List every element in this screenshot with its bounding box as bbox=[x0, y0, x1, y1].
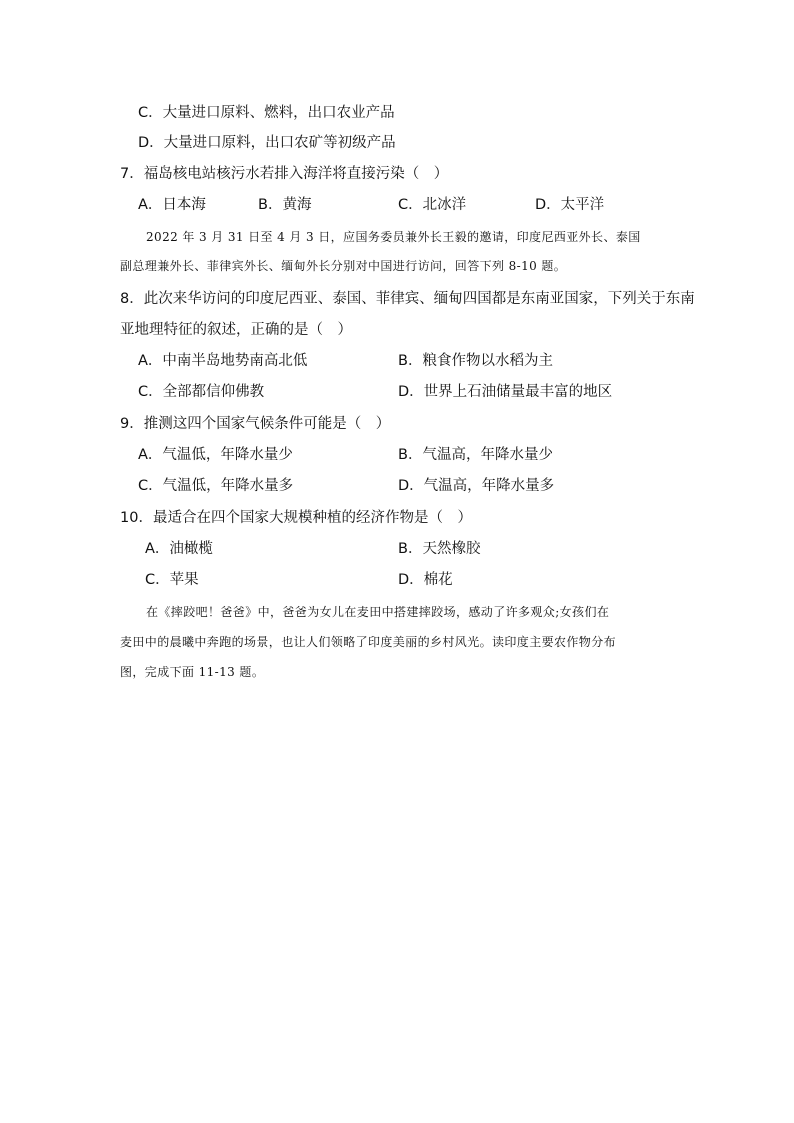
passage2-line3: 图，完成下面 11-13 题。 bbox=[120, 665, 265, 679]
q8-stem-line1: 8．此次来华访问的印度尼西亚、泰国、菲律宾、缅甸四国都是东南亚国家，下列关于东南 bbox=[120, 291, 695, 307]
passage1-line2: 副总理兼外长、菲律宾外长、缅甸外长分别对中国进行访问，回答下列 8-10 题。 bbox=[120, 259, 567, 273]
q7-stem: 7．福岛核电站核污水若排入海洋将直接污染（ ） bbox=[120, 166, 449, 182]
q10-option-d: D．棉花 bbox=[398, 572, 453, 588]
q10-option-b: B．天然橡胶 bbox=[398, 541, 481, 557]
q9-option-b: B．气温高，年降水量少 bbox=[398, 447, 553, 463]
passage2-line2: 麦田中的晨曦中奔跑的场景，也让人们领略了印度美丽的乡村风光。读印度主要农作物分布 bbox=[120, 635, 617, 649]
q7-option-d: D．太平洋 bbox=[535, 197, 605, 213]
q8-option-b: B．粮食作物以水稻为主 bbox=[398, 353, 553, 369]
q7-option-c: C．北冰洋 bbox=[398, 197, 467, 213]
q9-option-c: C．气温低，年降水量多 bbox=[138, 478, 294, 494]
q10-option-c: C．苹果 bbox=[145, 572, 199, 588]
q8-option-a: A．中南半岛地势南高北低 bbox=[138, 353, 308, 369]
q10-stem: 10．最适合在四个国家大规模种植的经济作物是（ ） bbox=[120, 510, 472, 526]
q7-option-a: A．日本海 bbox=[138, 197, 206, 213]
q6-option-d: D．大量进口原料，出口农矿等初级产品 bbox=[138, 135, 396, 151]
q9-option-d: D．气温高，年降水量多 bbox=[398, 478, 555, 494]
q10-option-a: A．油橄榄 bbox=[145, 541, 213, 557]
q8-stem-line2: 亚地理特征的叙述，正确的是（ ） bbox=[120, 322, 352, 338]
passage2-line1: 在《摔跤吧！爸爸》中，爸爸为女儿在麦田中搭建摔跤场，感动了许多观众;女孩们在 bbox=[146, 605, 610, 619]
q9-option-a: A．气温低，年降水量少 bbox=[138, 447, 293, 463]
q8-option-c: C．全部都信仰佛教 bbox=[138, 384, 265, 400]
passage1-line1: 2022 年 3 月 31 日至 4 月 3 日，应国务委员兼外长王毅的邀请，印度尼西亚外长、泰国 bbox=[146, 230, 641, 244]
q9-stem: 9．推测这四个国家气候条件可能是（ ） bbox=[120, 416, 391, 432]
q6-option-c: C．大量进口原料、燃料，出口农业产品 bbox=[138, 105, 395, 121]
q8-option-d: D．世界上石油储量最丰富的地区 bbox=[398, 384, 613, 400]
q7-option-b: B．黄海 bbox=[258, 197, 312, 213]
